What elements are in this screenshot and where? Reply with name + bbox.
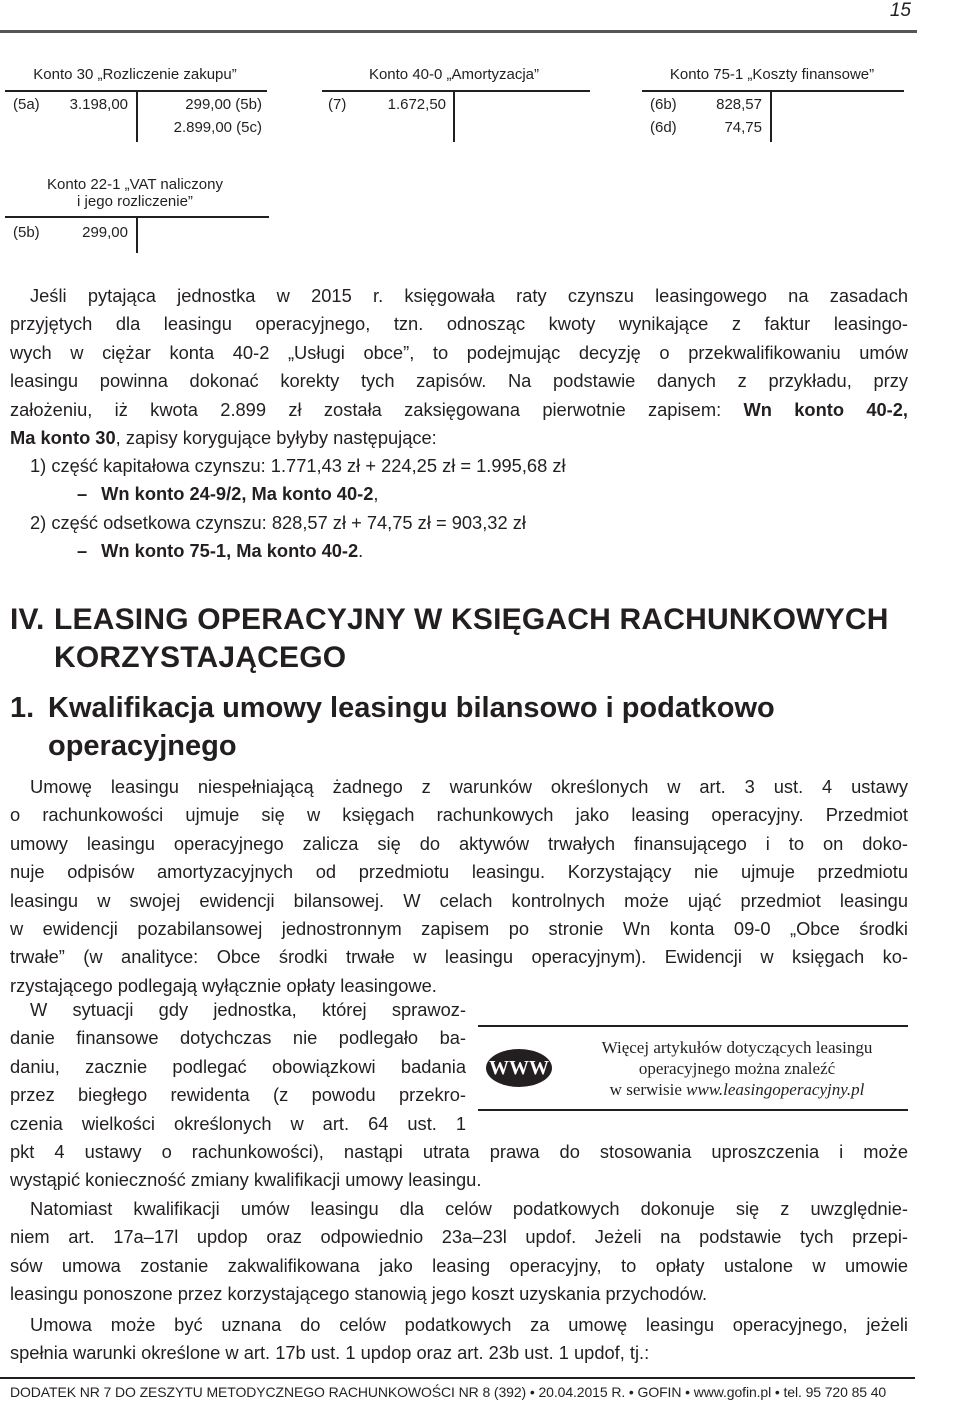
entry-label: (5a)	[13, 96, 40, 113]
subsection-number: 1.	[10, 692, 35, 724]
text-span: .	[358, 540, 364, 562]
t-account-22-1	[0, 172, 290, 257]
text-span: założeniu, iż kwota 2.899 zł została zaksięgowana pierwotnie zapisem:	[10, 398, 744, 420]
info-box-line: operacyjnego można znaleźć	[638, 1059, 836, 1078]
section-title-line1: LEASING OPERACYJNY W KSIĘGACH RACHUNKOWYCH	[54, 603, 889, 636]
text-line: o rachunkowości ujmuje się w księgach rachunkowych jako leasing operacyjny. Przedmiot	[10, 804, 908, 826]
info-box-line	[570, 1079, 904, 1100]
www-badge-icon: WWW	[486, 1049, 552, 1087]
text-line: Umowa może być uznana do celów podatkowych za umowę leasingu operacyjnego, jeżeli	[30, 1314, 908, 1335]
entry-label: (7)	[328, 96, 347, 113]
paragraph-audit-continued	[10, 1138, 908, 1195]
account-vline	[770, 90, 772, 142]
section-title-line2: KORZYSTAJĄCEGO	[54, 641, 347, 674]
header-rule	[0, 30, 917, 33]
text-line: W sytuacji gdy jednostka, której sprawoz-	[30, 999, 466, 1020]
entry-credit: 2.899,00 (5c)	[173, 119, 262, 136]
entry-label: (5b)	[13, 224, 40, 241]
account-vline	[136, 216, 138, 253]
text-line: leasingu ponoszone przez korzystającego stanowią jego koszt uzyskania przychodów.	[10, 1283, 708, 1305]
list-item: 2) część odsetkowa czynszu: 828,57 zł + 74,75 zł = 903,32 zł	[30, 511, 526, 533]
text-span: , zapisy korygujące byłyby następujące:	[115, 426, 437, 448]
info-box	[478, 1025, 908, 1111]
text-line: trwałe” (w analityce: Obce środki trwałe w leasingu operacyjnym). Ewidencji w księgach ko-	[10, 946, 908, 968]
text-line: niem art. 17a–17l updop oraz odpowiednio 23a–23l updof. Jeżeli na podstawie tych przepi-	[10, 1226, 908, 1248]
text-span: w serwisie	[609, 1080, 687, 1099]
info-box-text	[570, 1037, 904, 1100]
list-item: 1) część kapitałowa czynszu: 1.771,43 zł + 224,25 zł = 1.995,68 zł	[30, 455, 566, 476]
text-line: leasingu w swojej ewidencji bilansowej. W celach kontrolnych może ująć przedmiot leasingu	[10, 889, 908, 911]
text-line: nuje odpisów amortyzacyjnych od przedmiotu leasingu. Korzystający nie ujmuje przedmiotu	[10, 861, 908, 883]
text-line: Jeśli pytająca jednostka w 2015 r. księgowała raty czynszu leasingowego na zasadach	[30, 285, 908, 306]
t-account-30	[0, 60, 290, 145]
bold-entry: Wn konto 40-2,	[743, 398, 908, 420]
paragraph-audit	[10, 996, 466, 1138]
account-title: Konto 40-0 „Amortyzacja”	[368, 66, 540, 83]
paragraph-conditions	[10, 1311, 908, 1368]
bold-entry: Wn konto 75-1, Ma konto 40-2	[101, 540, 359, 562]
text-line: Natomiast kwalifikacji umów leasingu dla celów podatkowych dokonuje się z uwzględnie-	[30, 1198, 908, 1219]
account-hline	[642, 90, 904, 92]
info-box-line: Więcej artykułów dotyczących leasingu	[601, 1038, 873, 1057]
account-vline	[453, 90, 455, 142]
list-subitem	[30, 480, 910, 508]
text-line: wych w ciężar konta 40-2 „Usługi obce”, to podejmując decyzję o przekwalifikowaniu umów	[10, 341, 908, 363]
account-title-line2: i jego rozliczenie”	[77, 193, 193, 210]
text-line: leasingu powinna dokonać korekty tych zapisów. Na podstawie danych z przykładu, przy	[10, 370, 908, 392]
text-line: daniu, zacznie podlegać obowiązkowi badania	[10, 1055, 466, 1077]
paragraph-tax	[10, 1195, 908, 1309]
subsection-title-line2: operacyjnego	[48, 730, 237, 762]
footer-rule	[0, 1377, 915, 1379]
subsection-title-line1: Kwalifikacja umowy leasingu bilansowo i podatkowo	[48, 692, 775, 724]
t-account-75-1	[640, 60, 940, 145]
entry-label: (6d)	[650, 119, 677, 136]
correction-list	[30, 452, 910, 566]
text-line: spełnia warunki określone w art. 17b ust. 1 updop oraz art. 23b ust. 1 updof, tj.:	[10, 1342, 650, 1364]
text-line: rzystającego podlegają wyłącznie opłaty leasingowe.	[10, 974, 437, 996]
entry-debit: 828,57	[716, 96, 762, 113]
paragraph-correction	[10, 282, 908, 452]
section-number: IV.	[10, 603, 45, 636]
text-line: umowy leasingu operacyjnego zalicza się do aktywów trwałych finansującego i to on doko-	[10, 832, 908, 854]
dash: –	[77, 483, 88, 505]
footer-text: DODATEK NR 7 DO ZESZYTU METODYCZNEGO RACHUNKOWOŚCI NR 8 (392) • 20.04.2015 R. • GOFIN • www.gofin.pl • tel. 95 720 85 40	[10, 1384, 887, 1400]
text-line: wystąpić konieczność zmiany kwalifikacji umowy leasingu.	[10, 1169, 482, 1191]
list-subitem	[30, 537, 910, 565]
text-line	[10, 424, 908, 452]
entry-debit: 3.198,00	[69, 96, 128, 113]
account-title: Konto 30 „Rozliczenie zakupu”	[33, 66, 237, 83]
dash: –	[77, 540, 88, 562]
bold-entry: Wn konto 24-9/2, Ma konto 40-2	[101, 483, 374, 505]
entry-debit: 1.672,50	[387, 96, 446, 113]
t-account-40-0	[320, 60, 610, 145]
account-title: Konto 75-1 „Koszty finansowe”	[669, 66, 875, 83]
account-vline	[136, 90, 138, 142]
entry-credit: 299,00 (5b)	[185, 96, 262, 113]
entry-label: (6b)	[650, 96, 677, 113]
paragraph-qualification	[10, 773, 908, 1000]
bold-entry: Ma konto 30	[10, 426, 116, 448]
account-title-line1: Konto 22-1 „VAT naliczony	[47, 176, 223, 193]
text-line: danie finansowe dotychczas nie podlegało ba-	[10, 1027, 466, 1049]
page-number: 15	[889, 0, 911, 21]
website-link[interactable]: www.leasingoperacyjny.pl	[686, 1080, 865, 1099]
text-line	[10, 396, 908, 424]
entry-debit: 299,00	[82, 224, 128, 241]
account-hline	[322, 90, 590, 92]
text-line: czenia wielkości określonych w art. 64 ust. 1	[10, 1112, 466, 1134]
entry-debit: 74,75	[724, 119, 762, 136]
text-line: pkt 4 ustawy o rachunkowości), nastąpi utrata prawa do stosowania uproszczenia i może	[10, 1141, 908, 1162]
text-line: przyjętych dla leasingu operacyjnego, tzn. odnosząc kwoty wynikające z faktur leasingo-	[10, 313, 908, 335]
text-line: Umowę leasingu niespełniającą żadnego z warunków określonych w art. 3 ust. 4 ustawy	[30, 776, 908, 797]
text-line: sów umowa zostanie zakwalifikowana jako leasing operacyjny, to opłaty ustalone w umowie	[10, 1254, 908, 1276]
text-line: w ewidencji pozabilansowej jednostronnym zapisem po stronie Wn konta 09-0 „Obce środki	[10, 917, 908, 939]
text-span: ,	[373, 483, 379, 505]
text-line: przez biegłego rewidenta (z powodu przekro-	[10, 1084, 466, 1106]
